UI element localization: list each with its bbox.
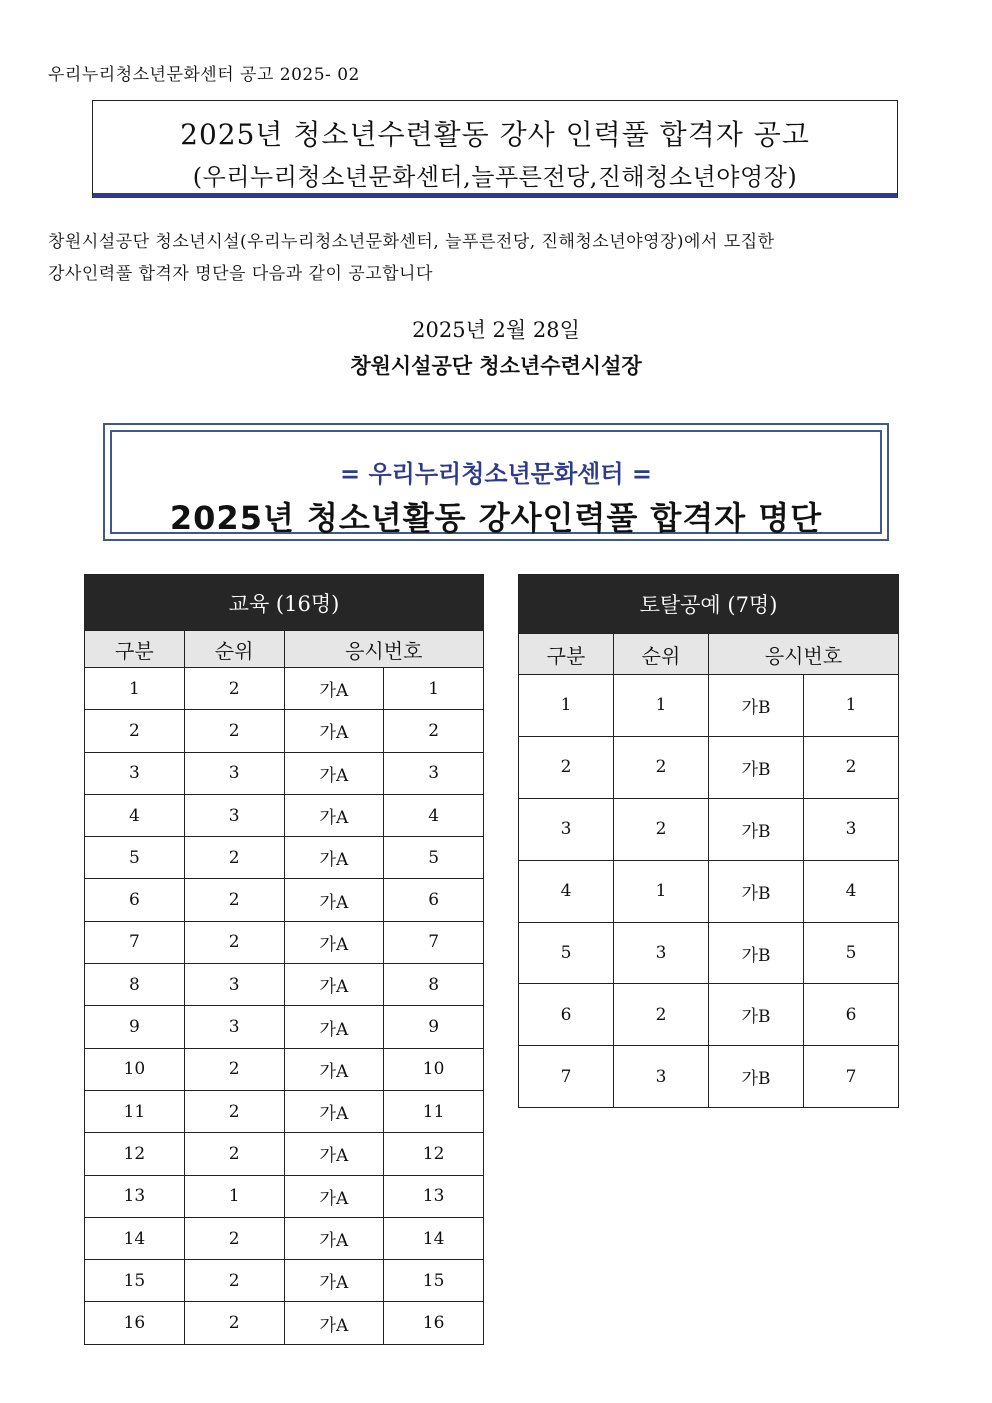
result-banner-inner (110, 430, 882, 537)
cell-exam-prefix: 가A (284, 964, 384, 1006)
cell-rank: 3 (184, 752, 284, 794)
cell-exam-number: 2 (384, 710, 484, 752)
cell-exam-prefix: 가A (284, 1175, 384, 1217)
cell-category: 7 (85, 921, 185, 963)
cell-exam-number: 4 (804, 860, 899, 922)
cell-category: 16 (85, 1302, 185, 1344)
table-row (85, 1133, 484, 1175)
cell-exam-number: 3 (804, 798, 899, 860)
cell-category: 3 (85, 752, 185, 794)
cell-category: 4 (519, 860, 614, 922)
intro-line-1: 창원시설공단 청소년시설(우리누리청소년문화센터, 늘푸른전당, 진해청소년야영장)에서 모집한 (48, 232, 775, 252)
cell-exam-number: 2 (804, 736, 899, 798)
cell-category: 1 (85, 668, 185, 710)
cell-category: 6 (85, 879, 185, 921)
table-row (85, 1175, 484, 1217)
cell-rank: 2 (184, 1048, 284, 1090)
cell-exam-number: 9 (384, 1006, 484, 1048)
cell-rank: 3 (614, 922, 709, 984)
cell-exam-prefix: 가A (284, 1260, 384, 1302)
issuer: 창원시설공단 청소년수련시설장 (350, 353, 642, 378)
cell-rank: 2 (614, 798, 709, 860)
cell-exam-number: 12 (384, 1133, 484, 1175)
table-row (85, 837, 484, 879)
cell-exam-prefix: 가A (284, 1090, 384, 1132)
cell-category: 5 (519, 922, 614, 984)
cell-exam-number: 13 (384, 1175, 484, 1217)
cell-exam-number: 15 (384, 1260, 484, 1302)
craft-table-caption: 토탈공예 (7명) (519, 575, 899, 634)
cell-exam-number: 5 (384, 837, 484, 879)
table-row (519, 798, 899, 860)
cell-exam-prefix: 가B (709, 922, 804, 984)
cell-rank: 2 (184, 879, 284, 921)
table-row (85, 794, 484, 836)
table-row (85, 1217, 484, 1259)
cell-exam-prefix: 가A (284, 1133, 384, 1175)
cell-category: 15 (85, 1260, 185, 1302)
table-row (519, 675, 899, 737)
intro-line-2: 강사인력풀 합격자 명단을 다음과 같이 공고합니다 (48, 264, 433, 284)
cell-category: 7 (519, 1046, 614, 1108)
cell-exam-number: 10 (384, 1048, 484, 1090)
cell-rank: 3 (184, 1006, 284, 1048)
cell-category: 8 (85, 964, 185, 1006)
col-header-exam-number: 응시번호 (709, 634, 899, 675)
cell-exam-number: 5 (804, 922, 899, 984)
cell-rank: 3 (614, 1046, 709, 1108)
title-box (92, 100, 898, 198)
table-row (85, 1006, 484, 1048)
cell-rank: 2 (184, 710, 284, 752)
cell-rank: 2 (184, 668, 284, 710)
table-row (85, 710, 484, 752)
craft-table-body (519, 675, 899, 1108)
table-row (85, 879, 484, 921)
cell-category: 12 (85, 1133, 185, 1175)
cell-exam-number: 8 (384, 964, 484, 1006)
cell-exam-prefix: 가A (284, 921, 384, 963)
intro-paragraph (48, 226, 938, 290)
table-row (85, 921, 484, 963)
table-row (519, 860, 899, 922)
cell-exam-number: 7 (804, 1046, 899, 1108)
banner-title: 2025년 청소년활동 강사인력풀 합격자 명단 (169, 499, 823, 537)
education-table (84, 574, 484, 1345)
table-row (85, 1048, 484, 1090)
cell-rank: 3 (184, 964, 284, 1006)
table-row (519, 984, 899, 1046)
banner-subtitle: = 우리누리청소년문화센터 = (340, 460, 652, 488)
table-row (85, 1260, 484, 1302)
education-table-caption: 교육 (16명) (85, 575, 484, 631)
table-row (85, 752, 484, 794)
cell-exam-prefix: 가A (284, 794, 384, 836)
cell-exam-prefix: 가A (284, 879, 384, 921)
cell-rank: 2 (614, 984, 709, 1046)
cell-category: 9 (85, 1006, 185, 1048)
page-subtitle: (우리누리청소년문화센터,늘푸른전당,진해청소년야영장) (192, 163, 798, 191)
cell-exam-prefix: 가A (284, 752, 384, 794)
cell-rank: 2 (184, 1090, 284, 1132)
cell-category: 3 (519, 798, 614, 860)
page-title: 2025년 청소년수련활동 강사 인력풀 합격자 공고 (180, 118, 810, 151)
cell-exam-prefix: 가A (284, 837, 384, 879)
cell-exam-number: 7 (384, 921, 484, 963)
cell-category: 2 (85, 710, 185, 752)
cell-exam-prefix: 가A (284, 1302, 384, 1344)
cell-rank: 2 (184, 1302, 284, 1344)
cell-rank: 2 (184, 1217, 284, 1259)
table-row (85, 964, 484, 1006)
notice-reference: 우리누리청소년문화센터 공고 2025- 02 (48, 65, 360, 85)
table-row (85, 668, 484, 710)
cell-category: 5 (85, 837, 185, 879)
col-header-exam-number: 응시번호 (284, 631, 484, 668)
cell-exam-prefix: 가A (284, 668, 384, 710)
col-header-rank: 순위 (614, 634, 709, 675)
cell-exam-prefix: 가B (709, 675, 804, 737)
table-row (519, 922, 899, 984)
cell-exam-number: 6 (384, 879, 484, 921)
cell-category: 13 (85, 1175, 185, 1217)
cell-rank: 1 (614, 675, 709, 737)
col-header-category: 구분 (85, 631, 185, 668)
cell-exam-prefix: 가A (284, 1217, 384, 1259)
cell-rank: 1 (184, 1175, 284, 1217)
cell-exam-prefix: 가A (284, 710, 384, 752)
cell-rank: 3 (184, 794, 284, 836)
education-table-body (85, 668, 484, 1345)
cell-exam-number: 11 (384, 1090, 484, 1132)
cell-category: 11 (85, 1090, 185, 1132)
cell-exam-prefix: 가B (709, 798, 804, 860)
cell-rank: 2 (614, 736, 709, 798)
cell-exam-prefix: 가A (284, 1006, 384, 1048)
cell-category: 6 (519, 984, 614, 1046)
cell-exam-number: 1 (384, 668, 484, 710)
table-row (519, 736, 899, 798)
cell-exam-prefix: 가B (709, 860, 804, 922)
cell-exam-prefix: 가B (709, 1046, 804, 1108)
col-header-rank: 순위 (184, 631, 284, 668)
cell-exam-number: 1 (804, 675, 899, 737)
cell-exam-prefix: 가A (284, 1048, 384, 1090)
cell-rank: 1 (614, 860, 709, 922)
table-row (85, 1302, 484, 1344)
cell-exam-number: 14 (384, 1217, 484, 1259)
cell-category: 1 (519, 675, 614, 737)
cell-rank: 2 (184, 1133, 284, 1175)
announcement-date: 2025년 2월 28일 (412, 318, 580, 342)
result-banner (103, 423, 889, 541)
cell-category: 10 (85, 1048, 185, 1090)
cell-exam-prefix: 가B (709, 736, 804, 798)
cell-rank: 2 (184, 921, 284, 963)
cell-exam-number: 4 (384, 794, 484, 836)
cell-exam-number: 3 (384, 752, 484, 794)
cell-rank: 2 (184, 1260, 284, 1302)
cell-category: 4 (85, 794, 185, 836)
table-row (85, 1090, 484, 1132)
cell-exam-number: 16 (384, 1302, 484, 1344)
cell-exam-prefix: 가B (709, 984, 804, 1046)
col-header-category: 구분 (519, 634, 614, 675)
cell-exam-number: 6 (804, 984, 899, 1046)
cell-category: 14 (85, 1217, 185, 1259)
cell-category: 2 (519, 736, 614, 798)
cell-rank: 2 (184, 837, 284, 879)
table-row (519, 1046, 899, 1108)
craft-table (518, 574, 899, 1108)
